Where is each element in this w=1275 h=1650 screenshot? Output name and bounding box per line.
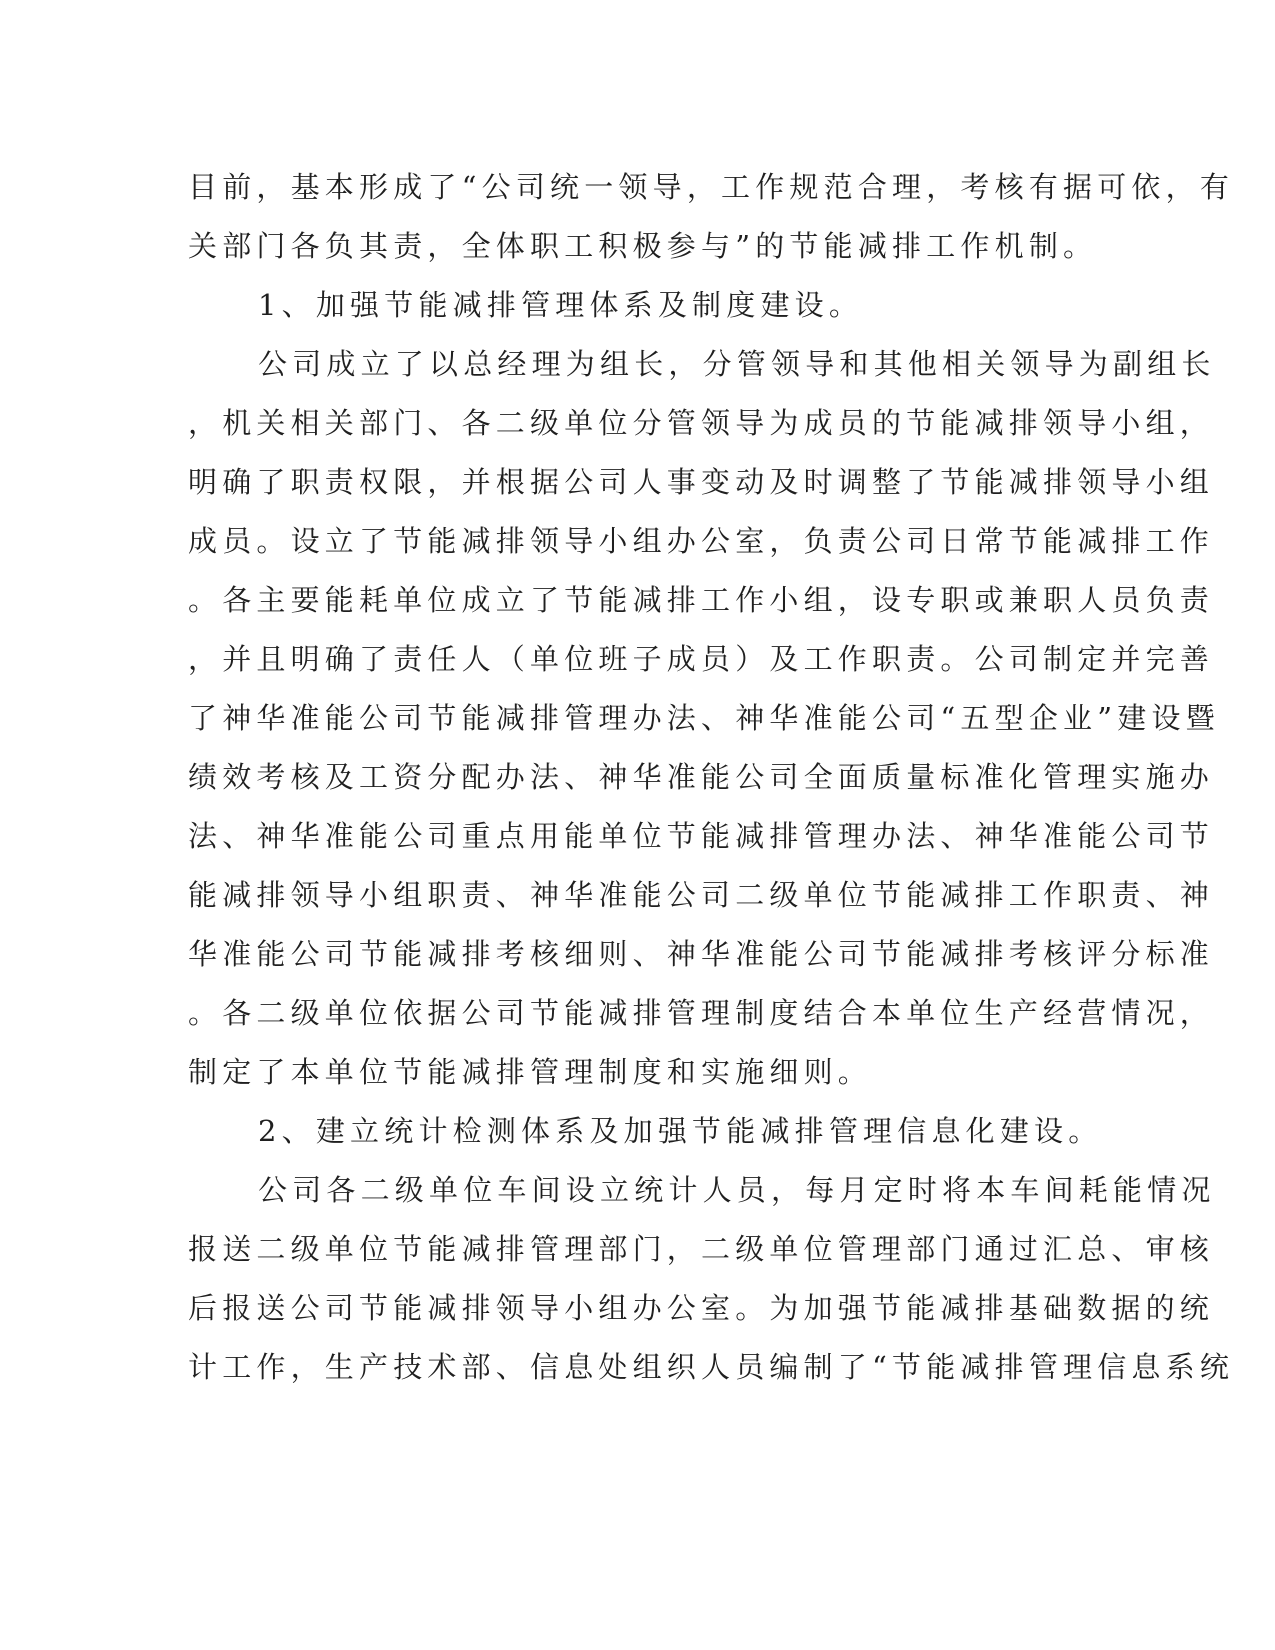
paragraph-line: 制定了本单位节能减排管理制度和实施细则。 <box>188 1055 873 1089</box>
paragraph-line: 后报送公司节能减排领导小组办公室。为加强节能减排基础数据的统 <box>188 1291 1215 1325</box>
paragraph-line: ，机关相关部门、各二级单位分管领导为成员的节能减排领导小组， <box>188 406 1215 440</box>
paragraph-line: 绩效考核及工资分配办法、神华准能公司全面质量标准化管理实施办 <box>188 760 1215 794</box>
paragraph-line: 公司成立了以总经理为组长，分管领导和其他相关领导为副组长 <box>258 347 1216 381</box>
paragraph-line: 公司各二级单位车间设立统计人员，每月定时将本车间耗能情况 <box>258 1173 1216 1207</box>
paragraph-line: 华准能公司节能减排考核细则、神华准能公司节能减排考核评分标准 <box>188 937 1215 971</box>
paragraph-line: 报送二级单位节能减排管理部门，二级单位管理部门通过汇总、审核 <box>188 1232 1215 1266</box>
paragraph-line: ，并且明确了责任人（单位班子成员）及工作职责。公司制定并完善 <box>188 642 1215 676</box>
paragraph-line: 关部门各负其责，全体职工积极参与”的节能减排工作机制。 <box>188 229 1098 263</box>
paragraph-line: 计工作，生产技术部、信息处组织人员编制了“节能减排管理信息系统 <box>188 1350 1235 1384</box>
paragraph-line: 。各二级单位依据公司节能减排管理制度结合本单位生产经营情况， <box>188 996 1215 1030</box>
section-heading: 2、建立统计检测体系及加强节能减排管理信息化建设。 <box>258 1114 1103 1148</box>
paragraph-line: 能减排领导小组职责、神华准能公司二级单位节能减排工作职责、神 <box>188 878 1215 912</box>
paragraph-line: 明确了职责权限，并根据公司人事变动及时调整了节能减排领导小组 <box>188 465 1215 499</box>
paragraph-line: 了神华准能公司节能减排管理办法、神华准能公司“五型企业”建设暨 <box>188 701 1220 735</box>
section-heading: 1、加强节能减排管理体系及制度建设。 <box>258 288 864 322</box>
paragraph-line: 目前，基本形成了“公司统一领导，工作规范合理，考核有据可依，有 <box>188 170 1235 204</box>
paragraph-line: 法、神华准能公司重点用能单位节能减排管理办法、神华准能公司节 <box>188 819 1215 853</box>
paragraph-line: 。各主要能耗单位成立了节能减排工作小组，设专职或兼职人员负责 <box>188 583 1215 617</box>
document-body <box>188 158 1235 1397</box>
paragraph-line: 成员。设立了节能减排领导小组办公室，负责公司日常节能减排工作 <box>188 524 1215 558</box>
